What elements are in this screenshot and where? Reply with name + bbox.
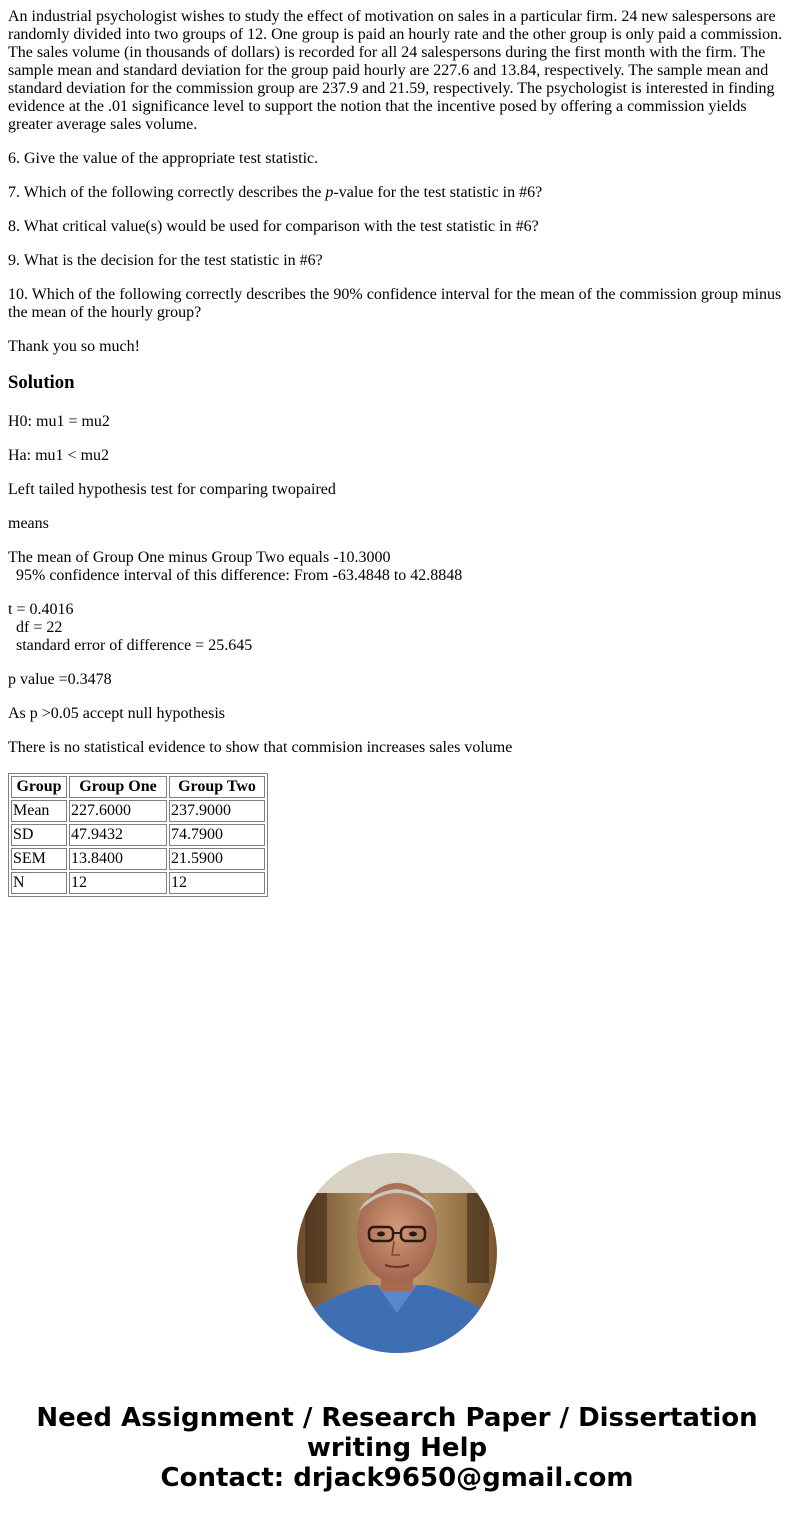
table-row	[11, 824, 265, 846]
question-8: 8. What critical value(s) would be used for comparison with the test statistic in #6?	[8, 218, 539, 235]
standard-error: standard error of difference = 25.645	[16, 637, 253, 654]
thanks-line: Thank you so much!	[8, 338, 140, 355]
table-row	[11, 800, 265, 822]
table-cell: 227.6000	[69, 800, 167, 822]
table-header-row	[11, 776, 265, 798]
table-row	[11, 872, 265, 894]
solution-heading: Solution	[8, 372, 75, 393]
test-description: Left tailed hypothesis test for comparing twopaired	[8, 481, 336, 498]
table-row	[11, 848, 265, 870]
row-label: N	[11, 872, 67, 894]
header-group-two: Group Two	[169, 776, 265, 798]
mean-difference: The mean of Group One minus Group Two equals -10.3000	[8, 549, 391, 566]
row-label: Mean	[11, 800, 67, 822]
question-intro: An industrial psychologist wishes to study the effect of motivation on sales in a particular firm. 24 new salespersons are randomly divided into two groups of 12. One group is paid an hourly rate and the other group is only paid a commission. The sales volume (in thousands of dollars) is recorded for all 24 salespersons during the first month with the firm. The sample mean and standard deviation for the group paid hourly are 227.6 and 13.84, respectively. The sample mean and standard deviation for the commission group are 237.9 and 21.59, respectively. The psychologist is interested in finding evidence at the .01 significance level to support the notion that the incentive posed by offering a commission yields greater average sales volume.	[8, 8, 783, 133]
conclusion: There is no statistical evidence to show that commision increases sales volume	[8, 739, 513, 756]
decision: As p >0.05 accept null hypothesis	[8, 705, 225, 722]
null-hypothesis: H0: mu1 = mu2	[8, 413, 110, 430]
row-label: SD	[11, 824, 67, 846]
table-cell: 47.9432	[69, 824, 167, 846]
mean-difference-block	[8, 549, 786, 585]
header-group: Group	[11, 776, 67, 798]
table-cell: 74.7900	[169, 824, 265, 846]
means-word: means	[8, 515, 49, 532]
banner-line-1: Need Assignment / Research Paper / Dissertation	[36, 1403, 758, 1433]
banner-contact-line: Contact: drjack9650@gmail.com	[160, 1463, 634, 1493]
document-body	[8, 8, 786, 897]
header-group-one: Group One	[69, 776, 167, 798]
question-10: 10. Which of the following correctly describes the 90% confidence interval for the mean of the commission group minus the mean of the hourly group?	[8, 286, 782, 321]
table-cell: 237.9000	[169, 800, 265, 822]
question-9: 9. What is the decision for the test statistic in #6?	[8, 252, 323, 269]
question-7: 7. Which of the following correctly describes the p-value for the test statistic in #6?	[8, 184, 543, 201]
question-6: 6. Give the value of the appropriate test statistic.	[8, 150, 319, 167]
author-avatar	[297, 1153, 497, 1353]
confidence-interval: 95% confidence interval of this difference: From -63.4848 to 42.8848	[16, 567, 463, 584]
row-label: SEM	[11, 848, 67, 870]
table-cell: 12	[169, 872, 265, 894]
t-statistic-block	[8, 601, 786, 655]
table-cell: 12	[69, 872, 167, 894]
banner-line-2: writing Help	[306, 1433, 488, 1463]
table-cell: 21.5900	[169, 848, 265, 870]
contact-banner	[0, 1403, 794, 1493]
t-value: t = 0.4016	[8, 601, 74, 618]
degrees-of-freedom: df = 22	[16, 619, 63, 636]
table-cell: 13.8400	[69, 848, 167, 870]
alt-hypothesis: Ha: mu1 < mu2	[8, 447, 110, 464]
portrait-image	[297, 1153, 497, 1353]
p-value: p value =0.3478	[8, 671, 112, 688]
group-stats-table	[8, 773, 268, 897]
